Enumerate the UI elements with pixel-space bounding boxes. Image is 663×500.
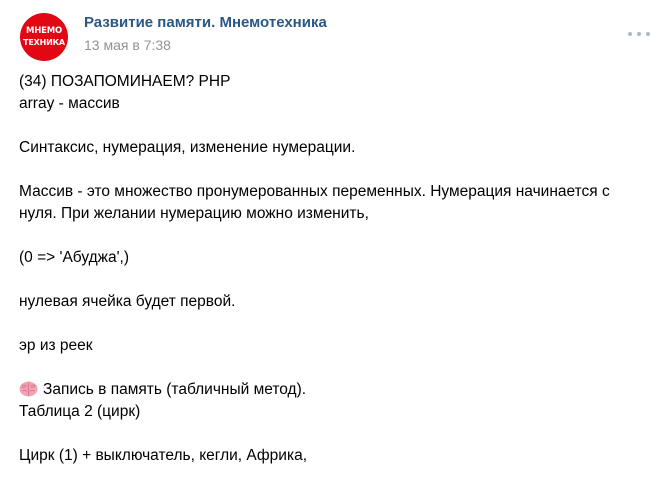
post-blank-line <box>19 225 649 247</box>
avatar-text-line-1: МНЕМО <box>25 26 63 36</box>
post-line-mnemonic: эр из реек <box>19 337 93 354</box>
post-blank-line <box>19 115 649 137</box>
brain-emoji-icon <box>19 380 38 397</box>
post-line-memory-entry <box>19 379 649 401</box>
post-blank-line <box>19 357 649 379</box>
post-blank-line <box>19 159 649 181</box>
post-line-zero-cell: нулевая ячейка будет первой. <box>19 293 236 310</box>
more-horizontal-icon[interactable] <box>628 27 650 41</box>
group-avatar[interactable] <box>20 13 68 61</box>
more-dot <box>628 32 632 36</box>
more-dot <box>637 32 641 36</box>
post-line-subtitle: array - массив <box>19 95 120 112</box>
post-line-code-example: (0 => 'Абуджа',) <box>19 249 130 266</box>
post-header <box>20 12 650 62</box>
post-date-link[interactable]: 13 мая в 7:38 <box>84 37 171 53</box>
post-line-title: (34) ПОЗАПОМИНАЕМ? PHP <box>19 73 231 90</box>
post-line-definition-1: Массив - это множество пронумерованных переменных. Нумерация начинается с <box>19 183 610 200</box>
post-blank-line <box>19 313 649 335</box>
post-line-definition-2: нуля. При желании нумерацию можно изменить, <box>19 205 369 222</box>
memory-entry-text: Запись в память (табличный метод). <box>43 381 307 398</box>
post-blank-line <box>19 423 649 445</box>
more-dot <box>646 32 650 36</box>
post-line-circus: Цирк (1) + выключатель, кегли, Африка, <box>19 447 308 464</box>
post-line-syntax: Синтаксис, нумерация, изменение нумерации. <box>19 139 356 156</box>
post-line-table: Таблица 2 (цирк) <box>19 403 141 420</box>
post-blank-line <box>19 269 649 291</box>
avatar-text-line-2: ТЕХНИКА <box>23 38 65 47</box>
group-name-link[interactable]: Развитие памяти. Мнемотехника <box>84 14 327 31</box>
post-text <box>19 71 649 467</box>
